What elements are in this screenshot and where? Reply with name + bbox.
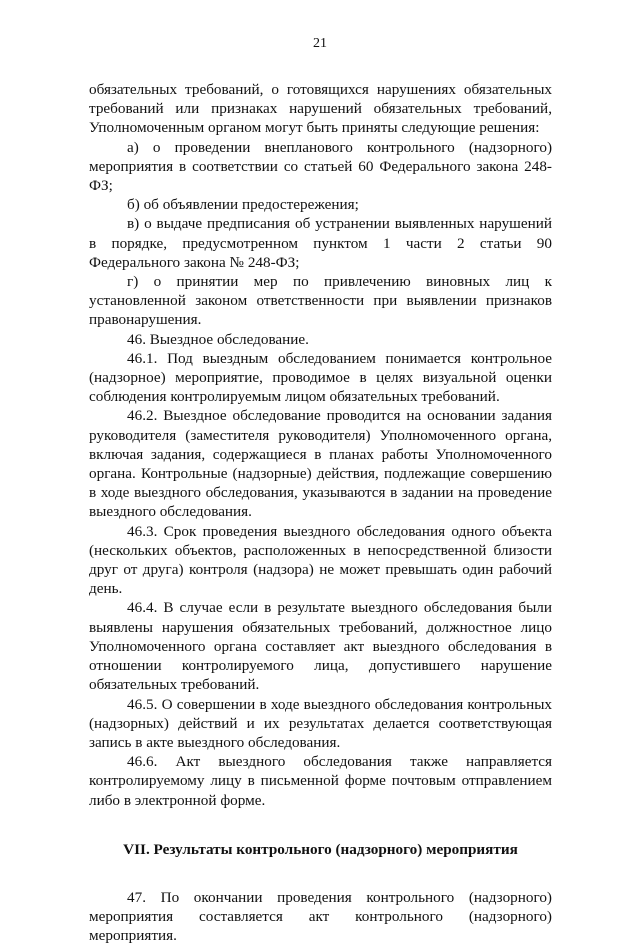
- document-body: [89, 80, 552, 946]
- paragraph: 46. Выездное обследование.: [127, 330, 309, 348]
- page-number: 21: [313, 36, 327, 51]
- paragraphs-after: [89, 888, 552, 946]
- paragraph: 46.2. Выездное обследование проводится на основании задания руководителя (заместителя руководителя) Уполномоченного органа, включая задания, содержащиеся в планах работы Уполномоченного органа. Контрольные (надзорные) действия, подлежащие совершению в ходе выездного обследования, указываются в задании на проведение выездного обследования.: [89, 407, 552, 521]
- paragraph: г) о принятии мер по привлечению виновных лиц к установленной законом ответственности при выявлении признаков правонарушения.: [89, 273, 552, 329]
- paragraph: 46.4. В случае если в результате выездного обследования были выявлены нарушения обязательных требований, должностное лицо Уполномоченного органа составляет акт выездного обследования в отношении контролируемого лица, допустившего нарушение обязательных требований.: [89, 599, 552, 694]
- paragraph: в) о выдаче предписания об устранении выявленных нарушений в порядке, предусмотренном пунктом 1 части 2 статьи 90 Федерального закона № 248-ФЗ;: [89, 215, 552, 271]
- paragraph: 46.6. Акт выездного обследования также направляется контролируемому лицу в письменной форме почтовым отправлением либо в электронной форме.: [89, 753, 552, 809]
- paragraphs-before: [89, 80, 552, 810]
- paragraph: 46.5. О совершении в ходе выездного обследования контрольных (надзорных) действий и их результатах делается соответствующая запись в акте выездного обследования.: [89, 695, 552, 751]
- paragraph: б) об объявлении предостережения;: [127, 196, 359, 214]
- paragraph: 46.1. Под выездным обследованием понимается контрольное (надзорное) мероприятие, проводимое в целях визуальной оценки соблюдения контролируемым лицом обязательных требований.: [89, 349, 552, 406]
- section-title: VII. Результаты контрольного (надзорного) мероприятия: [123, 840, 518, 858]
- paragraph: 47. По окончании проведения контрольного (надзорного) мероприятия составляется акт контрольного (надзорного) мероприятия.: [89, 888, 552, 945]
- paragraph: обязательных требований, о готовящихся нарушениях обязательных требований или признаках нарушений обязательных требований, Уполномоченным органом могут быть приняты следующие решения:: [89, 81, 552, 137]
- paragraph: 46.3. Срок проведения выездного обследования одного объекта (нескольких объектов, расположенных в непосредственной близости друг от друга) контроля (надзора) не может превышать один рабочий день.: [89, 522, 552, 598]
- paragraph: а) о проведении внепланового контрольного (надзорного) мероприятия в соответствии со статьей 60 Федерального закона 248-ФЗ;: [89, 138, 552, 195]
